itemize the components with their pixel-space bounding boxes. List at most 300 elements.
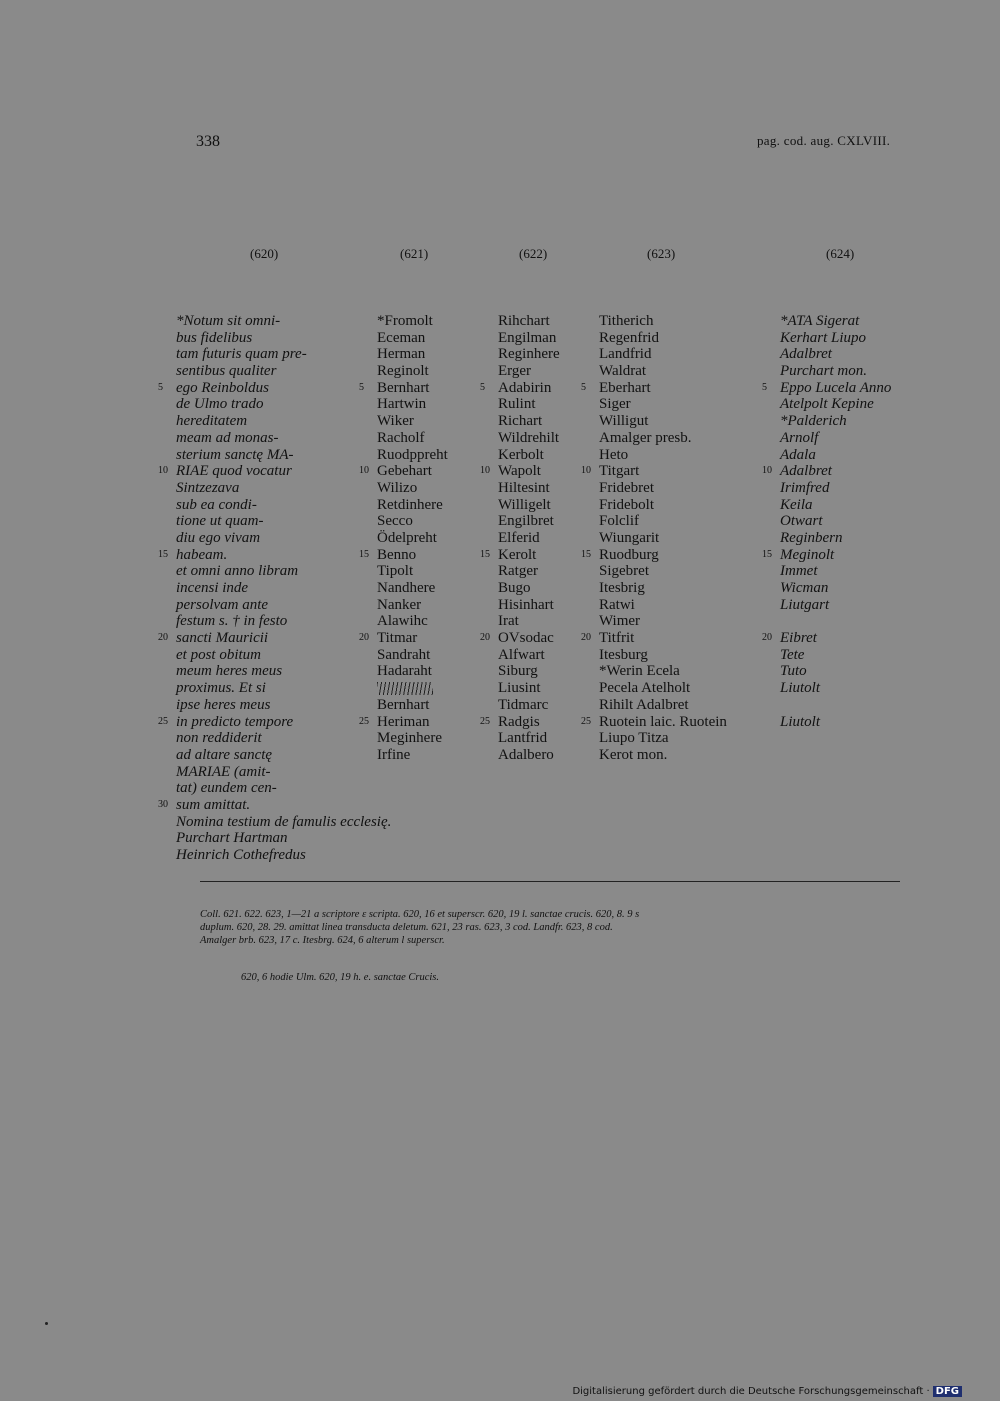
text-line	[780, 513, 891, 530]
text-line	[359, 713, 448, 731]
text-line	[377, 346, 448, 363]
text-line	[377, 680, 448, 697]
line-text: Sandraht	[377, 646, 431, 663]
line-text: Bernhart	[377, 696, 430, 713]
line-text: Reginolt	[377, 363, 429, 380]
line-text: Kerolt	[498, 546, 537, 563]
line-number: 10	[359, 465, 369, 477]
line-text: Kerhart Liupo	[780, 329, 866, 346]
line-number: 15	[581, 548, 591, 560]
text-line	[176, 346, 391, 363]
text-line	[780, 346, 891, 363]
line-text: Ratger	[498, 563, 538, 580]
line-text: Reginhere	[498, 346, 560, 363]
text-line	[599, 747, 727, 764]
text-line	[780, 447, 891, 464]
text-line	[780, 597, 891, 614]
line-text: Nomina testium de famulis ecclesię.	[176, 813, 392, 830]
line-text: Erger	[498, 363, 532, 380]
line-number: 30	[158, 798, 168, 810]
line-text: proximus. Et si	[176, 680, 266, 697]
text-line	[176, 480, 391, 497]
line-text: Willigut	[599, 413, 649, 430]
line-number: 15	[762, 548, 772, 560]
line-text: *ATA Sigerat	[780, 313, 860, 329]
text-line	[780, 497, 891, 514]
line-text: habeam.	[176, 546, 228, 563]
line-number: 20	[158, 632, 168, 644]
text-line	[599, 363, 727, 380]
text-line	[176, 330, 391, 347]
column-heading-620: (620)	[250, 246, 279, 261]
line-text: Titgart	[599, 463, 640, 480]
line-text: Ruotein laic. Ruotein	[599, 713, 727, 730]
line-text: ego Reinboldus	[176, 379, 269, 396]
text-line	[377, 613, 448, 630]
line-number: 15	[158, 548, 168, 560]
line-text: et omni anno libram	[176, 563, 299, 580]
commentary-notes: 620, 6 hodie Ulm. 620, 19 h. e. sanctae Crucis.	[241, 972, 440, 983]
text-line	[480, 379, 560, 397]
text-line	[377, 663, 448, 680]
line-text: Fridebolt	[599, 496, 654, 513]
line-text: Titfrit	[599, 630, 635, 647]
line-text: Gebehart	[377, 463, 432, 480]
text-line	[780, 580, 891, 597]
text-line	[498, 513, 560, 530]
line-text: Liutgart	[780, 596, 830, 613]
text-line	[377, 480, 448, 497]
text-line	[780, 313, 891, 330]
line-number: 25	[480, 715, 490, 727]
line-text: Tipolt	[377, 563, 414, 580]
line-text: hereditatem	[176, 413, 248, 430]
line-text: tam futuris quam pre-	[176, 346, 307, 363]
text-line	[176, 847, 391, 864]
line-text: Titmar	[377, 630, 418, 647]
text-line	[599, 430, 727, 447]
line-text: *Fromolt	[377, 313, 433, 329]
text-line	[581, 463, 727, 480]
line-number: 10	[158, 465, 168, 477]
line-text: Regenfrid	[599, 329, 659, 346]
scan-speck	[45, 1322, 48, 1325]
line-text: Reginbern	[780, 529, 843, 546]
line-text: Ödelpreht	[377, 529, 437, 546]
line-number: 20	[480, 632, 490, 644]
text-line	[780, 330, 891, 347]
page-number: 338	[196, 133, 220, 150]
column-heading-623: (623)	[647, 246, 676, 261]
apparatus-line: Amalger brb. 623, 17 c. Itesbrg. 624, 6 alterum l superscr.	[200, 935, 445, 946]
witness-list-621	[359, 313, 448, 764]
line-text: persolvam ante	[176, 596, 269, 613]
line-text: ad altare sanctę	[176, 746, 273, 763]
line-text: Liusint	[498, 680, 541, 697]
line-number: 5	[158, 381, 163, 393]
line-text: Heto	[599, 446, 629, 463]
text-line	[377, 396, 448, 413]
text-line	[780, 563, 891, 580]
text-line	[176, 447, 391, 464]
text-line	[599, 396, 727, 413]
line-text: Engilbret	[498, 513, 554, 530]
line-number: 15	[480, 548, 490, 560]
text-line	[176, 663, 391, 680]
line-number: 25	[359, 715, 369, 727]
text-line	[176, 764, 391, 781]
column-heading-622: (622)	[519, 246, 548, 261]
text-line	[377, 730, 448, 747]
critical-apparatus	[200, 908, 930, 947]
line-text: Kerot mon.	[599, 746, 668, 763]
text-line	[599, 597, 727, 614]
text-line	[377, 647, 448, 664]
text-line	[780, 663, 891, 680]
text-line	[599, 697, 727, 714]
line-text: Adalbret	[780, 346, 832, 363]
text-line	[176, 780, 391, 797]
text-line	[377, 330, 448, 347]
line-text: Heinrich Cothefredus	[176, 847, 306, 863]
line-text: Eibret	[780, 630, 817, 647]
line-text: incensi inde	[176, 580, 249, 596]
text-line	[599, 313, 727, 330]
text-line	[780, 363, 891, 380]
apparatus-line: duplum. 620, 28. 29. amittat linea transducta deletum. 621, 23 ras. 623, 3 cod. Landfr. 623, 8 cod.	[200, 922, 613, 933]
line-text: sub ea condi-	[176, 496, 257, 513]
text-line	[377, 413, 448, 430]
text-line	[176, 413, 391, 430]
text-line	[377, 563, 448, 580]
witness-list-622	[480, 313, 560, 764]
line-text: sum amittat.	[176, 796, 251, 813]
line-text: Hiltesint	[498, 479, 550, 496]
line-text: Folclif	[599, 513, 639, 530]
text-line	[599, 680, 727, 697]
line-text: Richart	[498, 413, 543, 430]
line-text: sterium sanctę MA-	[176, 446, 294, 463]
line-text: Elferid	[498, 529, 540, 546]
text-line	[480, 713, 560, 731]
text-line	[498, 663, 560, 680]
line-text: Bernhart	[377, 379, 430, 396]
text-line	[176, 830, 391, 847]
text-line	[498, 697, 560, 714]
line-text: Eceman	[377, 329, 426, 346]
line-text: Liutolt	[780, 713, 821, 730]
line-text: Tidmarc	[498, 696, 549, 713]
line-text: Wicman	[780, 580, 829, 596]
text-line	[377, 363, 448, 380]
line-text: Rihchart	[498, 313, 550, 329]
text-line	[359, 463, 448, 480]
text-line	[780, 680, 891, 697]
line-text: Purchart mon.	[780, 363, 867, 380]
text-line	[599, 346, 727, 363]
text-line	[498, 330, 560, 347]
text-line	[599, 580, 727, 597]
line-text: sancti Mauricii	[176, 630, 269, 647]
text-line	[498, 447, 560, 464]
text-line	[780, 396, 891, 413]
line-text: meum heres meus	[176, 663, 283, 680]
text-line	[581, 546, 727, 564]
line-text: Irimfred	[780, 479, 830, 496]
text-line	[498, 396, 560, 413]
text-line	[780, 697, 891, 714]
text-line	[176, 363, 391, 380]
line-text: Eppo Lucela Anno	[780, 379, 892, 396]
line-text: Ruodppreht	[377, 446, 448, 463]
text-line	[762, 546, 891, 564]
text-line	[599, 447, 727, 464]
line-text: Nandhere	[377, 580, 436, 596]
text-line	[780, 413, 891, 430]
text-line	[498, 313, 560, 330]
line-text: Adalbero	[498, 746, 554, 763]
line-text: Alawihc	[377, 613, 428, 630]
line-text: Hisinhart	[498, 596, 554, 613]
text-line	[498, 497, 560, 514]
line-text: Secco	[377, 513, 413, 530]
line-text: Arnolf	[780, 429, 819, 446]
line-text: Retdinhere	[377, 496, 443, 513]
line-text: Wiungarit	[599, 529, 660, 546]
line-text: Itesbrig	[599, 580, 645, 596]
line-text: Alfwart	[498, 646, 545, 663]
text-line	[762, 379, 892, 397]
text-line	[762, 463, 891, 480]
line-number: 10	[762, 465, 772, 477]
witness-list-623	[581, 313, 727, 764]
text-line	[176, 563, 391, 580]
text-line	[359, 546, 448, 564]
line-text: sentibus qualiter	[176, 363, 277, 380]
line-number: 20	[359, 632, 369, 644]
text-line	[599, 497, 727, 514]
text-line	[498, 613, 560, 630]
text-line	[498, 730, 560, 747]
line-text: Engilman	[498, 329, 557, 346]
running-head: pag. cod. aug. CXLVIII.	[757, 133, 891, 148]
text-line	[377, 580, 448, 597]
line-text: Adalbret	[780, 463, 832, 480]
line-number: 25	[581, 715, 591, 727]
text-line	[176, 697, 391, 714]
line-text: Amalger presb.	[599, 429, 692, 446]
text-line	[498, 563, 560, 580]
line-text: Immet	[780, 563, 818, 580]
line-text: Nanker	[377, 596, 422, 613]
line-number: 10	[480, 465, 490, 477]
line-text: Rihilt Adalbret	[599, 696, 689, 713]
text-line	[599, 530, 727, 547]
line-text: Titherich	[599, 313, 654, 329]
text-line	[780, 430, 891, 447]
line-text: Otwart	[780, 513, 823, 530]
text-line	[498, 680, 560, 697]
line-text: *Notum sit omni-	[176, 313, 281, 329]
line-text: Irat	[498, 613, 519, 630]
line-text: Irfine	[377, 746, 411, 763]
text-line	[498, 647, 560, 664]
column-heading-624: (624)	[826, 246, 855, 261]
line-text: tione ut quam-	[176, 513, 264, 530]
line-text: Wimer	[599, 613, 641, 630]
line-text: Atelpolt Kepine	[780, 396, 874, 413]
line-text: Ruodburg	[599, 546, 659, 563]
line-text: Landfrid	[599, 346, 652, 363]
line-text: Rulint	[498, 396, 536, 413]
text-line	[498, 363, 560, 380]
text-line	[176, 613, 391, 630]
line-text: de Ulmo trado	[176, 396, 264, 413]
line-text: OVsodac	[498, 630, 554, 647]
text-line	[176, 497, 391, 514]
text-line	[498, 430, 560, 447]
text-line	[176, 580, 391, 597]
text-line	[780, 647, 891, 664]
text-line	[599, 330, 727, 347]
line-number: 5	[762, 381, 767, 393]
text-line	[480, 546, 560, 564]
text-line	[377, 697, 448, 714]
text-line	[498, 346, 560, 363]
text-line	[599, 480, 727, 497]
line-text: Hartwin	[377, 396, 427, 413]
line-text: Pecela Atelholt	[599, 680, 691, 697]
line-number: 15	[359, 548, 369, 560]
text-line	[599, 563, 727, 580]
line-number: 10	[581, 465, 591, 477]
text-line	[176, 597, 391, 614]
digitization-credit	[572, 1386, 962, 1397]
footnote-rule	[200, 881, 900, 882]
text-line	[480, 463, 560, 480]
line-text: Bugo	[498, 580, 531, 596]
line-text: ipse heres meus	[176, 696, 271, 713]
text-line	[176, 396, 391, 413]
line-text: Liutolt	[780, 680, 821, 697]
line-text: Adala	[780, 446, 816, 463]
text-line	[377, 597, 448, 614]
line-text: MARIAE (amit-	[176, 763, 271, 780]
line-text: *Werin Ecela	[599, 663, 680, 680]
line-text: bus fidelibus	[176, 329, 253, 346]
dfg-logo: DFG	[933, 1386, 962, 1397]
text-line	[176, 680, 391, 697]
text-line	[762, 630, 891, 647]
text-line	[176, 647, 391, 664]
line-text: Ratwi	[599, 596, 635, 613]
text-line	[480, 630, 560, 647]
line-text: Waldrat	[599, 363, 647, 380]
line-text: meam ad monas-	[176, 429, 279, 446]
line-text: RIAE quod vocatur	[176, 463, 292, 480]
text-line	[780, 613, 891, 630]
line-text: Tuto	[780, 663, 807, 680]
text-line	[377, 497, 448, 514]
line-text: Meginhere	[377, 730, 442, 747]
line-text: Keila	[780, 496, 813, 513]
text-line	[599, 647, 727, 664]
line-text: Tete	[780, 646, 805, 663]
erasure-mark	[377, 682, 433, 695]
witness-list-624	[762, 313, 892, 730]
text-line	[780, 714, 891, 731]
text-line	[498, 597, 560, 614]
text-line	[780, 530, 891, 547]
text-line	[377, 513, 448, 530]
text-line	[599, 613, 727, 630]
text-line	[176, 430, 391, 447]
line-number: 20	[762, 632, 772, 644]
text-line	[599, 413, 727, 430]
text-line	[377, 447, 448, 464]
text-line	[176, 814, 391, 831]
text-line	[498, 413, 560, 430]
text-line	[780, 480, 891, 497]
line-text: et post obitum	[176, 646, 261, 663]
line-text: tat) eundem cen-	[176, 780, 277, 797]
text-line	[581, 379, 727, 397]
line-text: Itesburg	[599, 646, 648, 663]
line-text: Sigebret	[599, 563, 649, 580]
line-text: festum s. † in festo	[176, 613, 288, 630]
column-heading-621: (621)	[400, 246, 429, 261]
apparatus-line: Coll. 621. 622. 623, 1—21 a scriptore ε scripta. 620, 16 et superscr. 620, 19 l. sanctae crucis. 620, 8. 9 s	[200, 909, 640, 920]
text-line	[581, 713, 727, 731]
line-text: Wilizo	[377, 479, 418, 496]
line-text: Radgis	[498, 713, 540, 730]
text-line	[176, 747, 391, 764]
line-number: 20	[581, 632, 591, 644]
line-text: Siburg	[498, 663, 538, 680]
text-line	[498, 530, 560, 547]
line-text: Siger	[599, 396, 631, 413]
line-text: Lantfrid	[498, 730, 548, 747]
text-line	[599, 730, 727, 747]
line-text: Wildrehilt	[498, 429, 560, 446]
text-line	[498, 480, 560, 497]
line-text: Meginolt	[780, 546, 835, 563]
line-text: Wiker	[377, 413, 414, 430]
line-text: Fridebret	[599, 479, 654, 496]
line-text: Willigelt	[498, 496, 551, 513]
line-text: *Palderich	[780, 413, 847, 430]
text-line	[176, 313, 391, 330]
line-number: 25	[158, 715, 168, 727]
text-line	[359, 379, 448, 397]
text-line	[176, 530, 391, 547]
text-line	[377, 430, 448, 447]
line-text: Kerbolt	[498, 446, 544, 463]
text-line	[377, 530, 448, 547]
text-line	[377, 747, 448, 764]
line-text: Hadaraht	[377, 663, 432, 680]
line-text: Eberhart	[599, 379, 651, 396]
line-number: 5	[480, 381, 485, 393]
text-line	[359, 630, 448, 647]
line-text: in predicto tempore	[176, 713, 294, 730]
line-number: 5	[359, 381, 364, 393]
credit-text: Digitalisierung gefördert durch die Deutsche Forschungsgemeinschaft ·	[572, 1386, 930, 1397]
text-line	[176, 513, 391, 530]
line-text: Wapolt	[498, 463, 541, 480]
text-line	[581, 630, 727, 647]
line-text: Purchart Hartman	[176, 830, 288, 847]
